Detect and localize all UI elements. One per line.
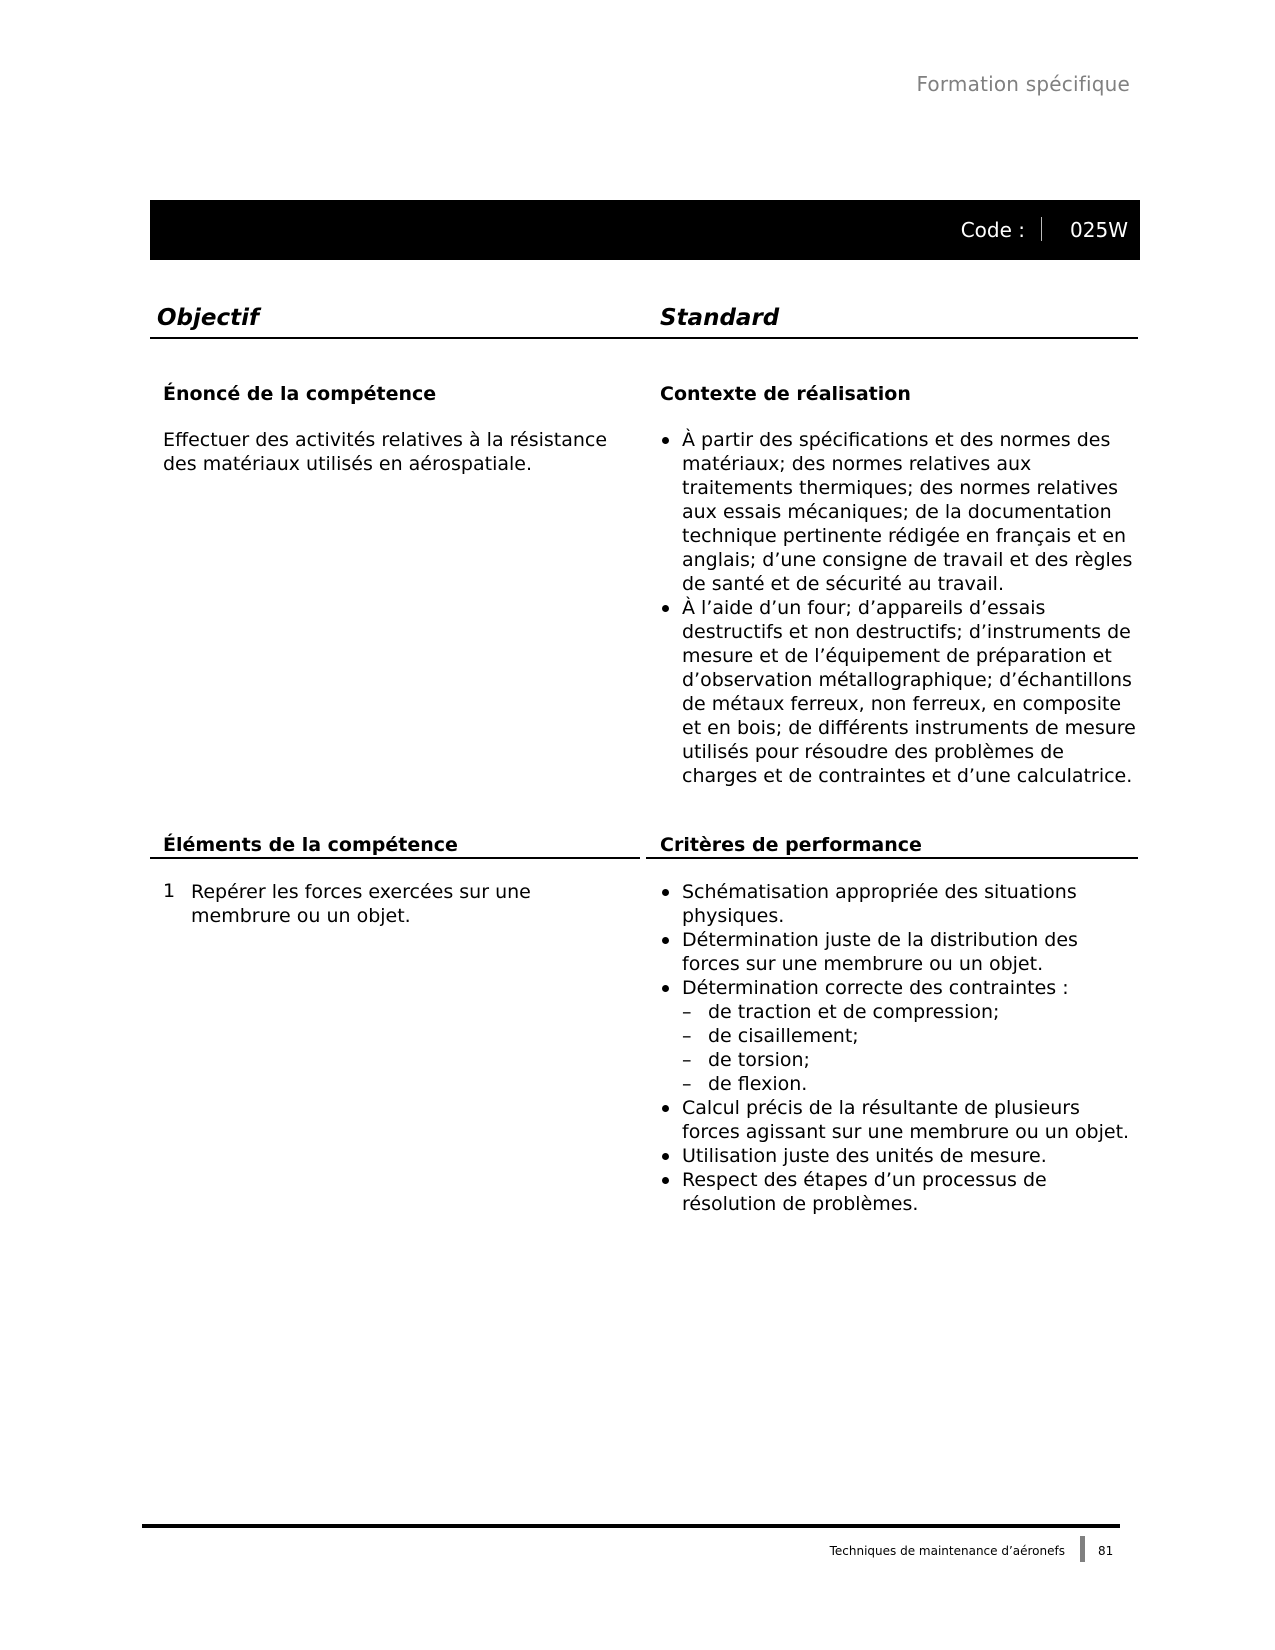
page-number: 81 (1098, 1544, 1114, 1558)
enonce-heading: Énoncé de la compétence (163, 383, 437, 405)
contexte-item: À l’aide d’un four; d’appareils d’essais destructifs et non destructifs; d’instruments de mesure et de l’équipement de préparation et d’observation métallographique; d’échantillons de métaux ferreux, non ferreux, en composite et en bois; de différents instruments de mesure utilisés pour résoudre des problèmes de charges et de contraintes et d’une calculatrice. (660, 596, 1140, 788)
critere-sub-item: – de cisaillement; (682, 1024, 1140, 1048)
footer-divider (1080, 1536, 1085, 1562)
enonce-text: Effectuer des activités relatives à la résistance des matériaux utilisés en aérospatiale. (163, 429, 608, 475)
critere-item (660, 976, 1140, 1096)
footer-rule (142, 1524, 1120, 1528)
element-text: Repérer les forces exercées sur une membrure ou un objet. (191, 881, 531, 927)
contexte-heading: Contexte de réalisation (660, 383, 911, 405)
critere-sub-item: – de flexion. (682, 1072, 1140, 1096)
criteres-rule (646, 857, 1138, 859)
code-bar (150, 200, 1140, 260)
contexte-item: À partir des spécifications et des normes des matériaux; des normes relatives aux traitements thermiques; des normes relatives aux essais mécaniques; de la documentation technique pertinente rédigée en français et en anglais; d’une consigne de travail et des règles de santé et de sécurité au travail. (660, 428, 1140, 596)
critere-item: Utilisation juste des unités de mesure. (660, 1144, 1140, 1168)
code-separator (1041, 217, 1042, 241)
critere-item: Respect des étapes d’un processus de résolution de problèmes. (660, 1168, 1140, 1216)
critere-item: Calcul précis de la résultante de plusieurs forces agissant sur une membrure ou un objet. (660, 1096, 1140, 1144)
footer-title: Techniques de maintenance d’aéronefs (829, 1544, 1065, 1558)
code-label: Code : (960, 218, 1025, 242)
critere-item: Détermination juste de la distribution des forces sur une membrure ou un objet. (660, 928, 1140, 976)
code-value: 025W (1070, 218, 1128, 242)
standard-heading: Standard (660, 305, 780, 331)
heading-rule (150, 337, 1138, 339)
critere-item: Schématisation appropriée des situations physiques. (660, 880, 1140, 928)
criteres-list (660, 880, 1140, 1216)
running-header-title: Formation spécifique (916, 72, 1130, 96)
elements-heading: Éléments de la compétence (163, 834, 458, 856)
criteres-heading: Critères de performance (660, 834, 922, 856)
elements-rule (150, 857, 640, 859)
critere-sub-item: – de traction et de compression; (682, 1000, 1140, 1024)
objectif-heading: Objectif (157, 305, 260, 331)
critere-item-text: Détermination correcte des contraintes : (682, 977, 1069, 999)
element-number: 1 (163, 880, 176, 902)
critere-sub-item: – de torsion; (682, 1048, 1140, 1072)
contexte-list (660, 428, 1140, 788)
